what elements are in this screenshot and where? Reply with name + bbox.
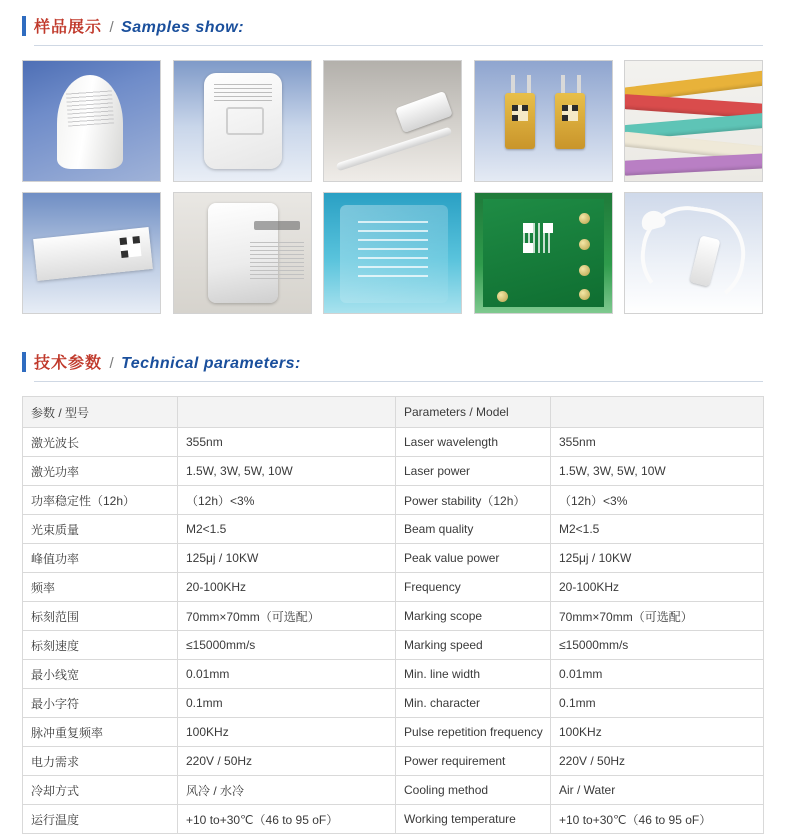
cell-en-value: 70mm×70mm（可选配） xyxy=(551,602,764,631)
cell-cn-value: （12h）<3% xyxy=(178,486,396,515)
table-header-row xyxy=(23,397,764,428)
cell-en-value: ≤15000mm/s xyxy=(551,631,764,660)
header-cell-cn-value xyxy=(178,397,396,428)
qr-code-icon xyxy=(512,105,528,121)
marked-text-lines-icon xyxy=(214,81,272,101)
solder-pad-icon xyxy=(579,239,590,250)
cell-en-value: Air / Water xyxy=(551,776,764,805)
cell-cn-name: 冷却方式 xyxy=(23,776,178,805)
gallery-row-1 xyxy=(22,60,763,182)
technical-heading-cn: 技术参数 xyxy=(34,355,103,372)
usb-plug-icon xyxy=(395,91,453,133)
cell-en-name: Marking speed xyxy=(396,631,551,660)
cell-cn-value: 1.5W, 3W, 5W, 10W xyxy=(178,457,396,486)
usb-cable-icon xyxy=(336,127,453,172)
cell-en-value: +10 to+30℃（46 to 95 oF） xyxy=(551,805,764,834)
qr-code-icon xyxy=(562,105,578,121)
cell-cn-value: 0.01mm xyxy=(178,660,396,689)
table-row xyxy=(23,515,764,544)
cell-en-name: Working temperature xyxy=(396,805,551,834)
solder-pad-icon xyxy=(579,289,590,300)
gold-component-icon xyxy=(505,93,535,149)
marked-text-lines-icon xyxy=(66,89,114,126)
cell-en-value: 0.1mm xyxy=(551,689,764,718)
cell-cn-value: 0.1mm xyxy=(178,689,396,718)
cell-en-name: Min. character xyxy=(396,689,551,718)
page-root xyxy=(0,14,785,827)
cell-en-value: M2<1.5 xyxy=(551,515,764,544)
cell-en-value: 100KHz xyxy=(551,718,764,747)
table-row xyxy=(23,747,764,776)
cell-cn-value: 70mm×70mm（可选配） xyxy=(178,602,396,631)
gallery-row-2 xyxy=(22,192,763,314)
cell-en-value: 1.5W, 3W, 5W, 10W xyxy=(551,457,764,486)
samples-heading-en: Samples show: xyxy=(121,19,245,36)
cell-en-name: Beam quality xyxy=(396,515,551,544)
table-row xyxy=(23,428,764,457)
technical-parameters-table xyxy=(22,396,764,834)
pcb-board-icon xyxy=(483,199,604,307)
adapter-pins-icon xyxy=(226,107,264,135)
wristband-icon xyxy=(624,153,763,176)
samples-heading-rule xyxy=(34,45,763,46)
table-row xyxy=(23,776,764,805)
component-lead-icon xyxy=(577,75,581,93)
sample-thumbnail[interactable] xyxy=(474,60,613,182)
table-row xyxy=(23,631,764,660)
cell-en-name: Pulse repetition frequency xyxy=(396,718,551,747)
cell-cn-value: ≤15000mm/s xyxy=(178,631,396,660)
cell-cn-value: M2<1.5 xyxy=(178,515,396,544)
cell-en-name: Min. line width xyxy=(396,660,551,689)
cell-cn-value: 20-100KHz xyxy=(178,573,396,602)
cell-cn-name: 脉冲重复频率 xyxy=(23,718,178,747)
cell-en-name: Peak value power xyxy=(396,544,551,573)
solder-pad-icon xyxy=(579,265,590,276)
technical-heading-en: Technical parameters: xyxy=(121,355,301,372)
table-row xyxy=(23,718,764,747)
cell-en-name: Power requirement xyxy=(396,747,551,776)
sample-thumbnail[interactable] xyxy=(323,192,462,314)
qr-code-icon xyxy=(523,223,553,253)
charger-body-icon xyxy=(208,203,278,303)
sample-thumbnail[interactable] xyxy=(22,192,161,314)
sample-thumbnail[interactable] xyxy=(624,192,763,314)
cell-en-name: Cooling method xyxy=(396,776,551,805)
table-row xyxy=(23,660,764,689)
engraved-pattern-icon xyxy=(358,219,428,277)
marked-card-strip-icon xyxy=(33,227,153,281)
sample-thumbnail[interactable] xyxy=(624,60,763,182)
sample-thumbnail[interactable] xyxy=(474,192,613,314)
cell-cn-name: 电力需求 xyxy=(23,747,178,776)
marked-text-lines-icon xyxy=(250,239,304,279)
sample-thumbnail[interactable] xyxy=(22,60,161,182)
cell-cn-name: 标刻速度 xyxy=(23,631,178,660)
cell-en-value: 20-100KHz xyxy=(551,573,764,602)
cell-cn-name: 激光功率 xyxy=(23,457,178,486)
cell-cn-name: 频率 xyxy=(23,573,178,602)
cell-cn-name: 功率稳定性（12h） xyxy=(23,486,178,515)
cell-en-name: Laser power xyxy=(396,457,551,486)
table-row xyxy=(23,602,764,631)
cell-cn-name: 最小字符 xyxy=(23,689,178,718)
sample-thumbnail[interactable] xyxy=(323,60,462,182)
technical-parameters-table-wrap xyxy=(0,382,785,834)
cell-en-value: 355nm xyxy=(551,428,764,457)
cell-cn-value: 100KHz xyxy=(178,718,396,747)
solder-pad-icon xyxy=(497,291,508,302)
samples-section-heading xyxy=(22,14,763,46)
header-cell-en-value xyxy=(551,397,764,428)
cell-en-value: 220V / 50Hz xyxy=(551,747,764,776)
cell-cn-name: 最小线宽 xyxy=(23,660,178,689)
samples-gallery xyxy=(0,46,785,314)
cell-cn-name: 标刻范围 xyxy=(23,602,178,631)
cell-cn-value: 355nm xyxy=(178,428,396,457)
technical-section-heading xyxy=(22,332,763,382)
cell-cn-value: 220V / 50Hz xyxy=(178,747,396,776)
cell-cn-name: 峰值功率 xyxy=(23,544,178,573)
accent-bar-icon xyxy=(22,16,26,36)
cell-cn-value: 风冷 / 水冷 xyxy=(178,776,396,805)
table-row xyxy=(23,805,764,834)
samples-heading-cn: 样品展示 xyxy=(34,19,103,36)
samples-heading-separator: / xyxy=(109,19,114,36)
cell-en-name: Power stability（12h） xyxy=(396,486,551,515)
technical-heading-separator: / xyxy=(109,355,114,372)
sample-thumbnail[interactable] xyxy=(173,192,312,314)
qr-code-icon xyxy=(119,236,141,258)
cell-cn-name: 光束质量 xyxy=(23,515,178,544)
table-row xyxy=(23,573,764,602)
table-row xyxy=(23,689,764,718)
table-row xyxy=(23,544,764,573)
cell-cn-value: +10 to+30℃（46 to 95 oF） xyxy=(178,805,396,834)
component-lead-icon xyxy=(561,75,565,93)
cell-cn-name: 运行温度 xyxy=(23,805,178,834)
cell-en-name: Frequency xyxy=(396,573,551,602)
cell-en-value: 0.01mm xyxy=(551,660,764,689)
table-row xyxy=(23,457,764,486)
component-lead-icon xyxy=(511,75,515,93)
cell-en-name: Laser wavelength xyxy=(396,428,551,457)
cell-en-value: （12h）<3% xyxy=(551,486,764,515)
table-row xyxy=(23,486,764,515)
cell-cn-name: 激光波长 xyxy=(23,428,178,457)
sample-thumbnail[interactable] xyxy=(173,60,312,182)
cell-cn-value: 125μj / 10KW xyxy=(178,544,396,573)
technical-heading-rule xyxy=(34,381,763,382)
accent-bar-icon xyxy=(22,352,26,372)
header-cell-cn-param: 参数 / 型号 xyxy=(23,397,178,428)
header-cell-en-param: Parameters / Model xyxy=(396,397,551,428)
solder-pad-icon xyxy=(579,213,590,224)
brand-logo-icon xyxy=(254,221,300,230)
gold-component-icon xyxy=(555,93,585,149)
cell-en-value: 125μj / 10KW xyxy=(551,544,764,573)
cell-en-name: Marking scope xyxy=(396,602,551,631)
component-lead-icon xyxy=(527,75,531,93)
